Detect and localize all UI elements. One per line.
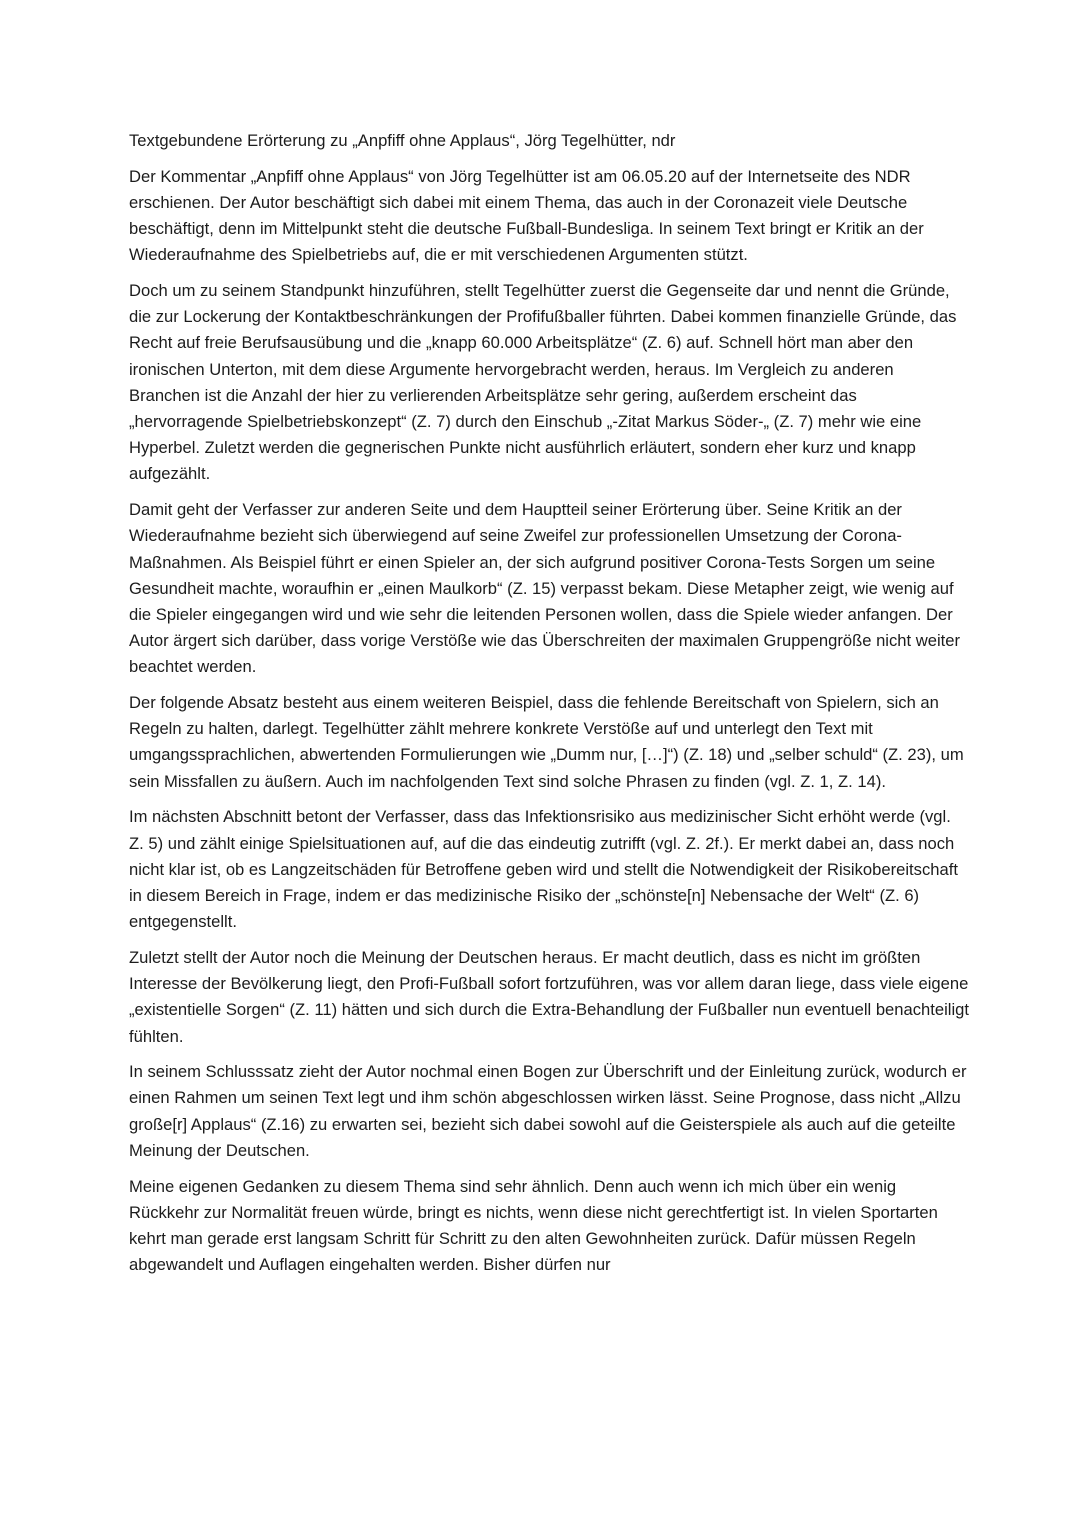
paragraph-infection-risk: Im nächsten Abschnitt betont der Verfasser, dass das Infektionsrisiko aus medizinischer Sicht erhöht werde (vgl. Z. 5) und zählt einige Spielsituationen auf, auf die das eindeutig zutrifft (vgl. Z. 2f.). Er merkt dabei an, dass noch nicht klar ist, ob es Langzeitschäden für Betroffene geben wird und stellt die Notwendigkeit der Risikobereitschaft in diesem Bereich in Frage, indem er das medizinische Risiko der „schönste[n] Nebensache der Welt“ (Z. 6) entgegenstellt. — [129, 807, 958, 932]
paragraph-own-opinion: Meine eigenen Gedanken zu diesem Thema sind sehr ähnlich. Denn auch wenn ich mich über ein wenig Rückkehr zur Normalität freuen würde, bringt es nichts, wenn diese nicht gerechtfertigt ist. In vielen Sportarten kehrt man gerade erst langsam Schritt für Schritt zu den alten Gewohnheiten zurück. Dafür müssen Regeln abgewandelt und Auflagen eingehalten werden. Bisher dürfen nur — [129, 1176, 938, 1275]
paragraph-further-example: Der folgende Absatz besteht aus einem weiteren Beispiel, dass die fehlende Bereitschaft von Spielern, sich an Regeln zu halten, darlegt. Tegelhütter zählt mehrere konkrete Verstöße auf und unterlegt den Text mit umgangssprachlichen, abwertenden Formulierungen wie „Dumm nur, […]“) (Z. 18) und „selber schuld“ (Z. 23), um sein Missfallen zu äußern. Auch im nachfolgenden Text sind solche Phrasen zu finden (vgl. Z. 1, Z. 14). — [129, 693, 964, 791]
document-page — [129, 128, 969, 1288]
document-title: Textgebundene Erörterung zu „Anpfiff ohne Applaus“, Jörg Tegelhütter, ndr — [129, 131, 676, 150]
paragraph-public-opinion: Zuletzt stellt der Autor noch die Meinung der Deutschen heraus. Er macht deutlich, dass es nicht im größten Interesse der Bevölkerung liegt, den Profi-Fußball sofort fortzuführen, was vor allem daran liege, dass viele eigene „existentielle Sorgen“ (Z. 11) hätten und sich durch die Extra-Behandlung der Fußballer nun eventuell benachteiligt fühlten. — [129, 947, 970, 1046]
paragraph-introduction: Der Kommentar „Anpfiff ohne Applaus“ von Jörg Tegelhütter ist am 06.05.20 auf der Internetseite des NDR erschienen. Der Autor beschäftigt sich dabei mit einem Thema, das auch in der Coronazeit viele Deutsche beschäftigt, denn im Mittelpunkt steht die deutsche Fußball-Bundesliga. In seinem Text bringt er Kritik an der Wiederaufnahme des Spielbetriebs auf, die er mit verschiedenen Argumenten stützt. — [129, 166, 924, 265]
paragraph-counter-arguments: Doch um zu seinem Standpunkt hinzuführen, stellt Tegelhütter zuerst die Gegenseite dar und nennt die Gründe, die zur Lockerung der Kontaktbeschränkungen der Profifußballer führten. Dabei kommen finanzielle Gründe, das Recht auf freie Berufsausübung und die „knapp 60.000 Arbeitsplätze“ (Z. 6) auf. Schnell hört man aber den ironischen Unterton, mit dem diese Argumente hervorgebracht werden, heraus. Im Vergleich zu anderen Branchen ist die Anzahl der hier zu verlierenden Arbeitsplätze sehr gering, außerdem erscheint das „hervorragende Spielbetriebskonzept“ (Z. 7) durch den Einschub „-Zitat Markus Söder-„ (Z. 7) mehr wie eine Hyperbel. Zuletzt werden die gegnerischen Punkte nicht ausführlich erläutert, sondern eher kurz und knapp aufgezählt. — [129, 281, 957, 484]
paragraph-conclusion: In seinem Schlusssatz zieht der Autor nochmal einen Bogen zur Überschrift und der Einleitung zurück, wodurch er einen Rahmen um seinen Text legt und ihm schön abgeschlossen wirken lässt. Seine Prognose, dass nicht „Allzu große[r] Applaus“ (Z.16) zu erwarten sei, bezieht sich dabei sowohl auf die Geisterspiele als auch auf die geteilte Meinung der Deutschen. — [129, 1062, 967, 1160]
paragraph-main-criticism: Damit geht der Verfasser zur anderen Seite und dem Hauptteil seiner Erörterung über. Seine Kritik an der Wiederaufnahme bezieht sich überwiegend auf seine Zweifel zur professionellen Umsetzung der Corona-Maßnahmen. Als Beispiel führt er einen Spieler an, der sich aufgrund positiver Corona-Tests Sorgen um seine Gesundheit machte, woraufhin er „einen Maulkorb“ (Z. 15) verpasst bekam. Diese Metapher zeigt, wie wenig auf die Spieler eingegangen wird und wie sehr die leitenden Personen wollen, dass die Spiele wieder anfangen. Der Autor ärgert sich darüber, dass vorige Verstöße wie das Überschreiten der maximalen Gruppengröße nicht weiter beachtet werden. — [129, 500, 961, 677]
